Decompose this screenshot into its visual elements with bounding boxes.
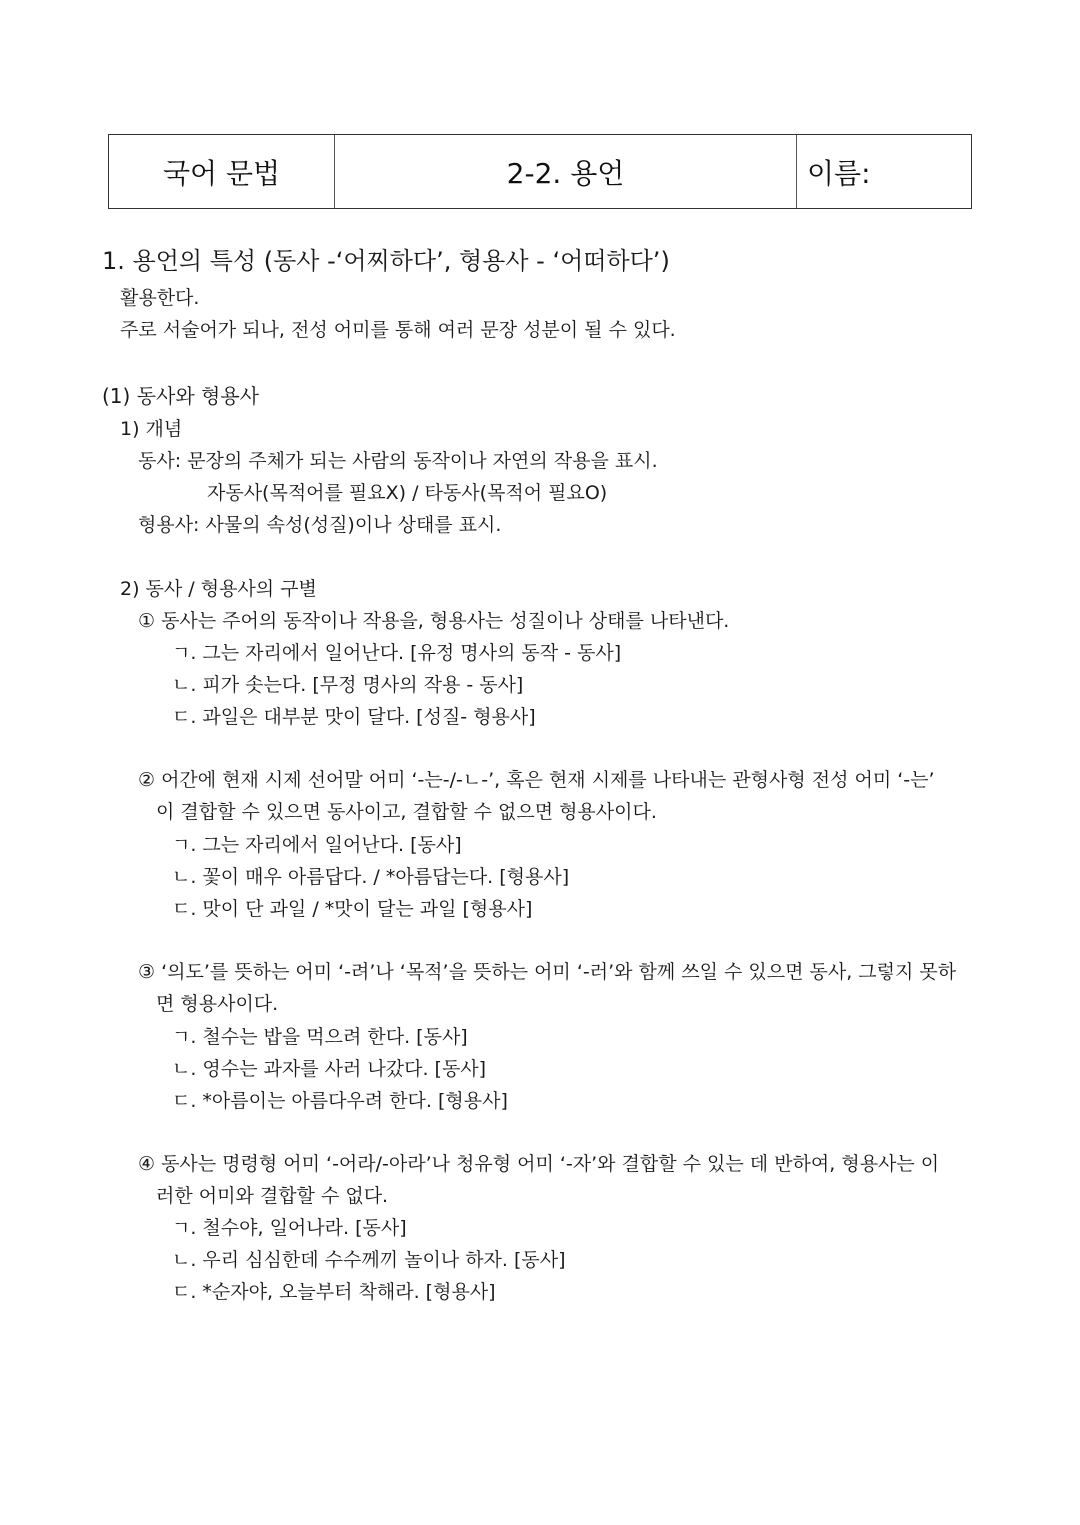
rule-2-line-1: ② 어간에 현재 시제 선어말 어미 ‘-는-/-ㄴ-’, 혹은 현재 시제를 나타내는 관형사형 전성 어미 ‘-는’ [138, 769, 935, 791]
rule-3-line-1: ③ ‘의도’를 뜻하는 어미 ‘-려’나 ‘목적’을 뜻하는 어미 ‘-러’와 함께 쓰일 수 있으면 동사, 그렇지 못하 [138, 961, 957, 983]
rule-1-example: ㄴ. 피가 솟는다. [무정 명사의 작용 - 동사] [172, 674, 524, 696]
rule-1: ① 동사는 주어의 동작이나 작용을, 형용사는 성질이나 상태를 나타낸다. [138, 610, 730, 632]
rule-2-example: ㄷ. 맛이 단 과일 / *맛이 달는 과일 [형용사] [172, 898, 533, 920]
header-table [108, 134, 972, 209]
rule-1-example: ㄷ. 과일은 대부분 맛이 달다. [성질- 형용사] [172, 706, 536, 728]
rule-4-line-1: ④ 동사는 명령형 어미 ‘-어라/-아라’나 청유형 어미 ‘-자’와 결합할 수 있는 데 반하여, 형용사는 이 [138, 1153, 940, 1175]
rule-2-line-2: 이 결합할 수 있으면 동사이고, 결합할 수 없으면 형용사이다. [156, 801, 657, 823]
section-paragraph-1: 활용한다. [120, 287, 200, 309]
verb-types: 자동사(목적어를 필요X) / 타동사(목적어 필요O) [207, 482, 608, 504]
distinction-title: 2) 동사 / 형용사의 구별 [120, 578, 317, 600]
rule-3-example: ㄱ. 철수는 밥을 먹으려 한다. [동사] [172, 1026, 468, 1048]
verb-definition: 동사: 문장의 주체가 되는 사람의 동작이나 자연의 작용을 표시. [138, 450, 658, 472]
rule-1-example: ㄱ. 그는 자리에서 일어난다. [유정 명사의 동작 - 동사] [172, 642, 622, 664]
rule-3-example: ㄴ. 영수는 과자를 사러 나갔다. [동사] [172, 1058, 487, 1080]
subject-cell: 국어 문법 [109, 135, 335, 208]
rule-2-example: ㄴ. 꽃이 매우 아름답다. / *아름답는다. [형용사] [172, 866, 570, 888]
rule-4-example: ㄴ. 우리 심심한데 수수께끼 놀이나 하자. [동사] [172, 1249, 566, 1271]
rule-3-example: ㄷ. *아름이는 아름다우려 한다. [형용사] [172, 1090, 508, 1112]
section-paragraph-2: 주로 서술어가 되나, 전성 어미를 통해 여러 문장 성분이 될 수 있다. [120, 319, 676, 341]
name-label-cell: 이름: [807, 156, 871, 190]
rule-4-line-2: 러한 어미와 결합할 수 없다. [156, 1185, 389, 1207]
adjective-definition: 형용사: 사물의 속성(성질)이나 상태를 표시. [138, 514, 502, 536]
lesson-title-cell: 2-2. 용언 [335, 135, 797, 208]
section-title: 1. 용언의 특성 (동사 -‘어찌하다’, 형용사 - ‘어떠하다’) [102, 247, 670, 275]
rule-3-line-2: 면 형용사이다. [156, 993, 279, 1015]
rule-4-example: ㄱ. 철수야, 일어나라. [동사] [172, 1217, 407, 1239]
rule-4-example: ㄷ. *순자야, 오늘부터 착해라. [형용사] [172, 1281, 496, 1303]
concept-title: 1) 개념 [120, 418, 183, 440]
subsection-title: (1) 동사와 형용사 [102, 384, 259, 408]
rule-2-example: ㄱ. 그는 자리에서 일어난다. [동사] [172, 834, 462, 856]
